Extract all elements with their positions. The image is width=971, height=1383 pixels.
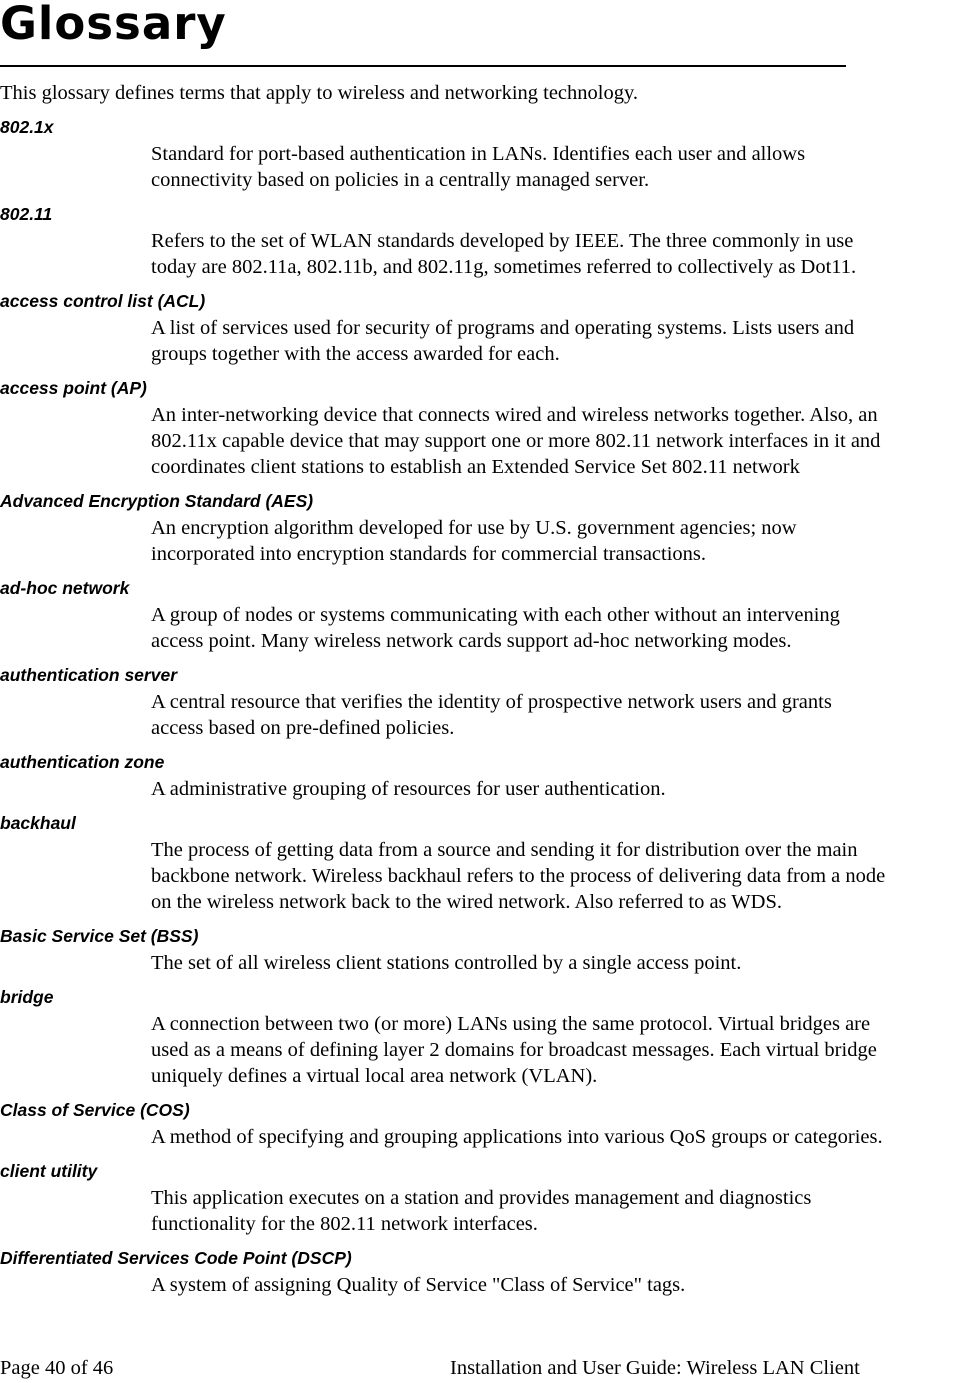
glossary-term: client utility xyxy=(0,1161,98,1181)
glossary-entry-access-point xyxy=(0,374,971,487)
glossary-definition: An encryption algorithm developed for use by U.S. government agencies; now incorporated into encryption standards for commercial transactions. xyxy=(151,517,797,565)
glossary-term: 802.11 xyxy=(0,204,53,224)
glossary-definition: This application executes on a station and provides management and diagnostics functionality for the 802.11 network interfaces. xyxy=(151,1187,812,1235)
guide-title: Installation and User Guide: Wireless LAN Client xyxy=(450,1357,860,1379)
glossary-term: authentication server xyxy=(0,665,177,685)
glossary-term: Basic Service Set (BSS) xyxy=(0,926,199,946)
glossary-definition: The process of getting data from a source and sending it for distribution over the main backbone network. Wireless backhaul refers to the process of delivering data from a node on the wireless network back to the wired network. Also referred to as WDS. xyxy=(151,839,886,913)
glossary-term: backhaul xyxy=(0,813,76,833)
glossary-definition: An inter-networking device that connects wired and wireless networks together. Also, an 802.11x capable device that may support one or more 802.11 network interfaces in it and coordinates client stations to establish an Extended Service Set 802.11 network xyxy=(151,404,881,478)
glossary-definition: Standard for port-based authentication in LANs. Identifies each user and allows connectivity based on policies in a centrally managed server. xyxy=(151,143,806,191)
glossary-definition: A method of specifying and grouping applications into various QoS groups or categories. xyxy=(151,1126,883,1148)
glossary-entry-aes xyxy=(0,487,971,574)
glossary-entry-ad-hoc-network xyxy=(0,574,971,661)
glossary-list xyxy=(0,113,971,1305)
glossary-entry-bridge xyxy=(0,983,971,1096)
glossary-term: access control list (ACL) xyxy=(0,291,206,311)
glossary-term: Advanced Encryption Standard (AES) xyxy=(0,491,314,511)
glossary-entry-client-utility xyxy=(0,1157,971,1244)
glossary-entry-dscp xyxy=(0,1244,971,1305)
glossary-entry-bss xyxy=(0,922,971,983)
glossary-entry-802-1x xyxy=(0,113,971,200)
glossary-term: authentication zone xyxy=(0,752,165,772)
glossary-entry-acl xyxy=(0,287,971,374)
page-title: Glossary xyxy=(0,0,227,50)
page-footer xyxy=(0,1355,971,1381)
glossary-definition: Refers to the set of WLAN standards developed by IEEE. The three commonly in use today are 802.11a, 802.11b, and 802.11g, sometimes referred to collectively as Dot11. xyxy=(151,230,857,278)
glossary-definition: A connection between two (or more) LANs using the same protocol. Virtual bridges are used as a means of defining layer 2 domains for broadcast messages. Each virtual bridge uniquely defines a virtual local area network (VLAN). xyxy=(151,1013,877,1087)
glossary-definition: A central resource that verifies the identity of prospective network users and grants access based on pre-defined policies. xyxy=(151,691,832,739)
glossary-definition: A system of assigning Quality of Service "Class of Service" tags. xyxy=(151,1274,686,1296)
glossary-term: access point (AP) xyxy=(0,378,147,398)
glossary-definition: A list of services used for security of programs and operating systems. Lists users and groups together with the access awarded for each. xyxy=(151,317,855,365)
glossary-definition: A group of nodes or systems communicating with each other without an intervening access point. Many wireless network cards support ad-hoc networking modes. xyxy=(151,604,840,652)
glossary-term: Differentiated Services Code Point (DSCP) xyxy=(0,1248,352,1268)
glossary-entry-authentication-zone xyxy=(0,748,971,809)
glossary-term: 802.1x xyxy=(0,117,54,137)
glossary-term: ad-hoc network xyxy=(0,578,130,598)
glossary-entry-802-11 xyxy=(0,200,971,287)
glossary-term: bridge xyxy=(0,987,54,1007)
glossary-entry-authentication-server xyxy=(0,661,971,748)
glossary-definition: A administrative grouping of resources for user authentication. xyxy=(151,778,666,800)
intro-text: This glossary defines terms that apply to wireless and networking technology. xyxy=(0,82,639,104)
glossary-term: Class of Service (COS) xyxy=(0,1100,190,1120)
glossary-entry-cos xyxy=(0,1096,971,1157)
glossary-entry-backhaul xyxy=(0,809,971,922)
glossary-definition: The set of all wireless client stations controlled by a single access point. xyxy=(151,952,742,974)
page-number: Page 40 of 46 xyxy=(0,1357,114,1379)
title-divider xyxy=(0,65,846,67)
